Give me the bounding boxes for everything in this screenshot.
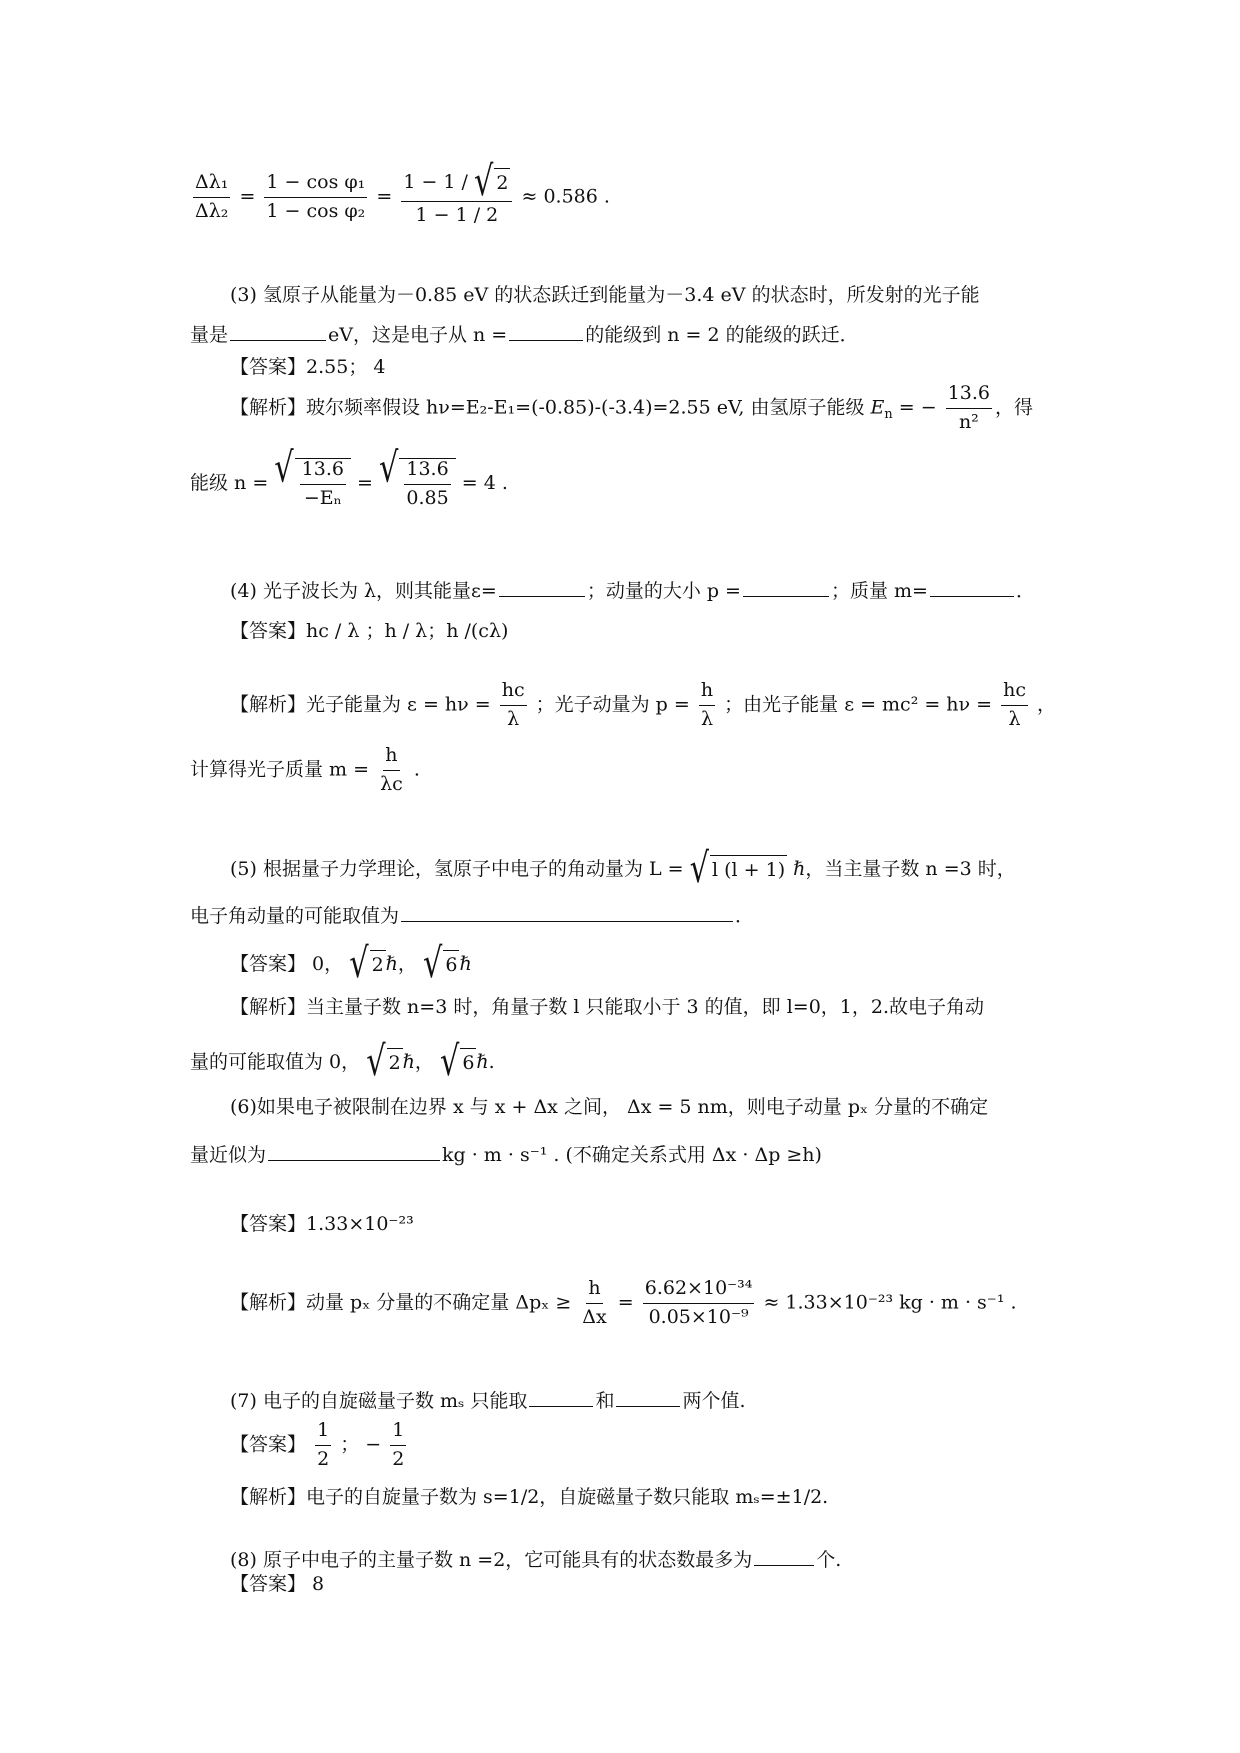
formula-result: ≈ 0.586 . [521, 185, 610, 208]
q3-question-line1: (3) 氢原子从能量为－0.85 eV 的状态跃迁到能量为－3.4 eV 的状态时，所发射的光子能 [230, 284, 980, 306]
q4-analysis-line1: 【解析】光子能量为 ε = hν = $\frac{hc}{\lambda}$ ；光子动量为 p = $\frac{h}{\lambda}$ ；由光子能量 ε = mc² = hν = $\frac{hc}{\lambda}$ ， [230, 679, 1057, 730]
sqrt-fraction-1: √ 13.6 −Eₙ [274, 458, 351, 510]
q7-blank-1[interactable] [529, 1388, 593, 1407]
q5-blank-angular-momentum[interactable] [401, 903, 733, 922]
q6-question-line1: (6)如果电子被限制在边界 x 与 x + Δx 之间， Δx = 5 nm，则电子动量 pₓ 分量的不确定 [230, 1096, 989, 1118]
q4-blank-momentum[interactable] [743, 578, 829, 597]
sqrt-fraction-2: √ 13.6 0.85 [379, 458, 456, 510]
q7-answer: 【答案】 $\frac{1}{2}$ ； − $\frac{1}{2}$ [230, 1419, 405, 1470]
q3-analysis-line2: 能级 n = √ 13.6 −Eₙ = √ 13.6 0.85 = 4 . [190, 444, 508, 509]
q6-question-line2: 量近似为 kg · m · s⁻¹ . (不确定关系式用 Δx · Δp ≥h) [190, 1144, 822, 1166]
fraction-numeric: 1 − 1 / √ 2 1 − 1 / 2 [401, 168, 512, 227]
q3-answer: 【答案】2.55； 4 [230, 356, 386, 378]
q6-blank-uncertainty[interactable] [268, 1142, 440, 1161]
q6-analysis: 【解析】动量 pₓ 分量的不确定量 Δpₓ ≥ $\frac{h}{\Delta x}$ = $\frac{\text{6.62×10⁻³⁴}}{\text{0.05×10⁻⁹}}$ ≈ 1.33×10⁻²³ kg · m · s⁻¹ . [230, 1277, 1017, 1328]
q4-blank-mass[interactable] [930, 578, 1014, 597]
sqrt-l-l1: √ l (l + 1) [689, 845, 786, 893]
q4-answer: 【答案】hc / λ ；h / λ；h /(cλ) [230, 620, 509, 642]
fraction-delta-lambda: $\frac{\text{Δλ₁}}{\text{Δλ₂}}$ [195, 171, 229, 223]
q3-blank-energy[interactable] [230, 322, 326, 341]
q7-question: (7) 电子的自旋磁量子数 mₛ 只能取 和 两个值. [230, 1390, 746, 1412]
fraction-13-6-over-n2: $\frac{13.6}{\text{n²}}$ [947, 382, 991, 433]
q8-question: (8) 原子中电子的主量子数 n =2，它可能具有的状态数最多为 个. [230, 1549, 842, 1571]
q4-blank-energy[interactable] [499, 578, 585, 597]
q5-analysis-line2: 量的可能取值为 0， √ 2 ℏ， √ 6 ℏ. [190, 1038, 495, 1086]
q4-analysis-line2: 计算得光子质量 m = $\frac{h}{\lambda c}$ . [190, 744, 420, 795]
sqrt-two: √ 2 [473, 158, 509, 206]
q3-question-line2: 量是 eV，这是电子从 n = 的能级到 n = 2 的能级的跃迁． [190, 324, 859, 346]
q3-analysis-line1: 【解析】玻尔频率假设 hν=E₂-E₁=(-0.85)-(-3.4)=2.55 eV, 由氢原子能级 $E_n$ = − $\frac{13.6}{\text{n²}}$ ，得 [230, 382, 1034, 433]
top-formula: $\frac{\text{Δλ₁}}{\text{Δλ₂}}$ = $\frac{\text{1 − cos φ₁}}{\text{1 − cos φ₂}}$ = 1 − 1 / √ 2 1 − 1 / 2 ≈ 0.586 . [195, 158, 610, 227]
q6-answer: 【答案】1.33×10⁻²³ [230, 1213, 414, 1235]
q5-question-line1: (5) 根据量子力学理论，氢原子中电子的角动量为 L = √ l (l + 1) ℏ，当主量子数 n =3 时， [230, 845, 1016, 893]
fraction-cos-phi: $\frac{\text{1 − cos φ₁}}{\text{1 − cos φ₂}}$ [266, 171, 366, 223]
q5-analysis-line1: 【解析】当主量子数 n=3 时，角量子数 l 只能取小于 3 的值，即 l=0，1，2.故电子角动 [230, 996, 985, 1018]
q5-question-line2: 电子角动量的可能取值为 ． [190, 905, 755, 927]
q7-blank-2[interactable] [616, 1388, 680, 1407]
q5-answer: 【答案】 0， √ 2 ℏ， √ 6 ℏ [230, 940, 472, 988]
q7-analysis: 【解析】电子的自旋量子数为 s=1/2，自旋磁量子数只能取 mₛ=±1/2. [230, 1486, 829, 1508]
q3-blank-n[interactable] [509, 322, 583, 341]
q8-blank[interactable] [754, 1547, 814, 1566]
q4-question: (4) 光子波长为 λ，则其能量ε= ；动量的大小 p = ；质量 m= ． [230, 580, 1035, 602]
q8-answer: 【答案】 8 [230, 1573, 325, 1595]
